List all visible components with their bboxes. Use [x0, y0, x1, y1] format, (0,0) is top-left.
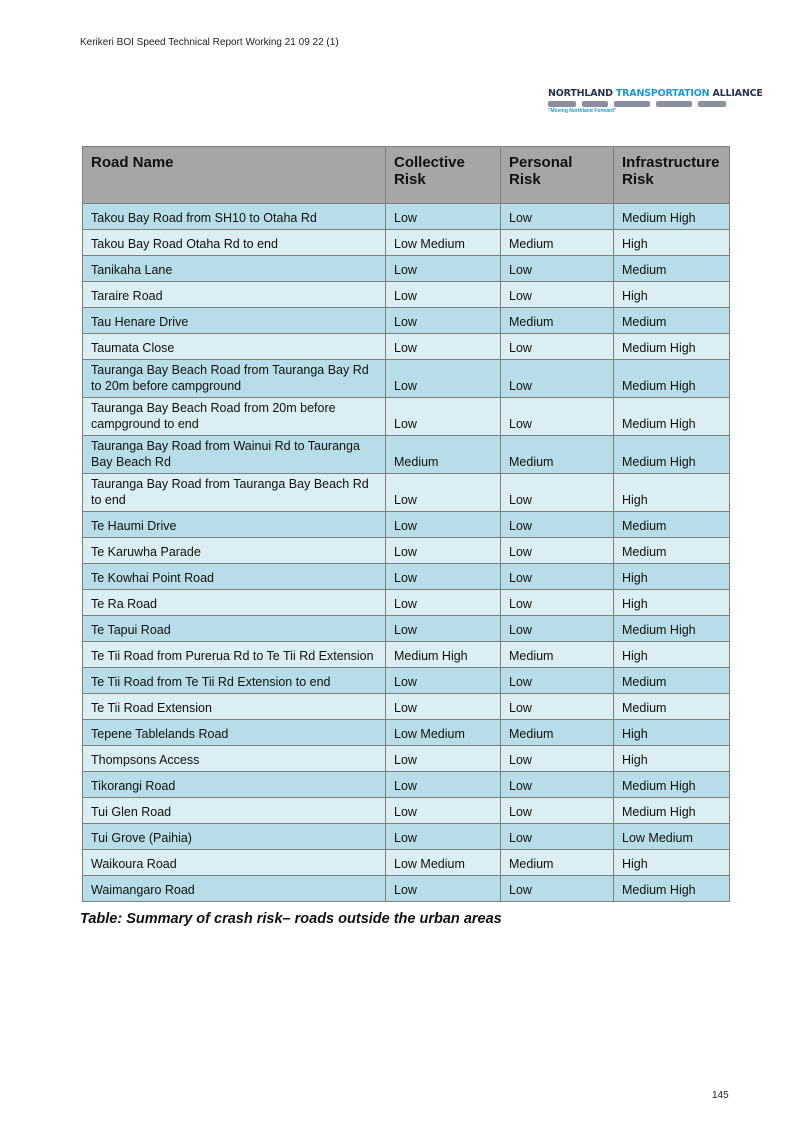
table-cell: Low: [386, 474, 501, 512]
table-cell: Medium: [614, 668, 730, 694]
table-row: [83, 850, 730, 876]
table-cell: Tauranga Bay Beach Road from 20m before campground to end: [83, 398, 386, 436]
column-header: Personal Risk: [501, 147, 614, 204]
table-cell: High: [614, 282, 730, 308]
table-cell: Low: [386, 590, 501, 616]
table-row: [83, 474, 730, 512]
table-cell: Tui Glen Road: [83, 798, 386, 824]
table-row: [83, 256, 730, 282]
table-cell: Te Karuwha Parade: [83, 538, 386, 564]
table-cell: Low Medium: [386, 850, 501, 876]
table-cell: Te Haumi Drive: [83, 512, 386, 538]
table-cell: High: [614, 474, 730, 512]
table-row: [83, 798, 730, 824]
table-cell: Low: [501, 772, 614, 798]
table-row: [83, 282, 730, 308]
table-cell: Tanikaha Lane: [83, 256, 386, 282]
table-cell: Low: [501, 798, 614, 824]
page-number: 145: [712, 1090, 729, 1101]
table-cell: Low: [386, 668, 501, 694]
table-cell: Low: [501, 474, 614, 512]
table-row: [83, 616, 730, 642]
table-cell: Low: [386, 876, 501, 902]
table-cell: Low: [501, 256, 614, 282]
table-cell: Low: [386, 256, 501, 282]
table-cell: Medium: [614, 512, 730, 538]
table-cell: Low: [501, 746, 614, 772]
table-cell: Low: [501, 334, 614, 360]
table-cell: Medium High: [614, 876, 730, 902]
table-cell: Low: [386, 398, 501, 436]
table-cell: Medium High: [614, 398, 730, 436]
table-cell: High: [614, 564, 730, 590]
table-cell: Medium High: [614, 436, 730, 474]
table-cell: Te Tapui Road: [83, 616, 386, 642]
table-cell: High: [614, 720, 730, 746]
table-cell: Medium: [501, 850, 614, 876]
column-header: Infrastructure Risk: [614, 147, 730, 204]
table-cell: Low Medium: [386, 230, 501, 256]
table-cell: Low: [386, 512, 501, 538]
table-row: [83, 694, 730, 720]
table-cell: Te Tii Road from Purerua Rd to Te Tii Rd Extension: [83, 642, 386, 668]
table-cell: Low: [386, 564, 501, 590]
table-cell: Tauranga Bay Road from Wainui Rd to Tauranga Bay Beach Rd: [83, 436, 386, 474]
table-cell: Medium: [614, 256, 730, 282]
table-row: [83, 512, 730, 538]
table-cell: Thompsons Access: [83, 746, 386, 772]
table-cell: Taumata Close: [83, 334, 386, 360]
table-row: [83, 642, 730, 668]
table-cell: Takou Bay Road from SH10 to Otaha Rd: [83, 204, 386, 230]
table-cell: Low: [386, 360, 501, 398]
table-cell: Medium High: [614, 616, 730, 642]
table-cell: Low: [501, 616, 614, 642]
table-row: [83, 230, 730, 256]
table-cell: Medium: [501, 308, 614, 334]
table-cell: Low: [386, 616, 501, 642]
table-cell: Medium: [386, 436, 501, 474]
table-row: [83, 334, 730, 360]
table-row: [83, 772, 730, 798]
table-cell: Medium: [614, 694, 730, 720]
table-row: [83, 538, 730, 564]
table-cell: Low: [501, 204, 614, 230]
table-cell: Medium: [501, 720, 614, 746]
table-cell: Te Tii Road from Te Tii Rd Extension to end: [83, 668, 386, 694]
table-row: [83, 360, 730, 398]
table-row: [83, 564, 730, 590]
northland-transportation-alliance-logo: NORTHLAND TRANSPORTATION ALLIANCE "Moving Northland Forward": [548, 88, 763, 114]
table-cell: Waimangaro Road: [83, 876, 386, 902]
table-cell: Medium: [501, 230, 614, 256]
table-cell: Tikorangi Road: [83, 772, 386, 798]
table-cell: Low: [501, 538, 614, 564]
table-cell: Low: [386, 772, 501, 798]
table-cell: High: [614, 230, 730, 256]
table-row: [83, 746, 730, 772]
table-cell: Taraire Road: [83, 282, 386, 308]
table-row: [83, 204, 730, 230]
table-cell: Low: [501, 282, 614, 308]
table-row: [83, 824, 730, 850]
table-row: [83, 876, 730, 902]
table-cell: Low: [501, 824, 614, 850]
table-cell: Medium High: [614, 360, 730, 398]
table-row: [83, 436, 730, 474]
table-cell: High: [614, 850, 730, 876]
table-cell: Low: [386, 746, 501, 772]
table-row: [83, 308, 730, 334]
table-cell: Low: [501, 590, 614, 616]
table-cell: Te Tii Road Extension: [83, 694, 386, 720]
table-cell: Medium High: [614, 334, 730, 360]
table-cell: Low: [386, 798, 501, 824]
table-cell: Medium High: [614, 204, 730, 230]
table-cell: Medium: [501, 642, 614, 668]
table-cell: Low: [386, 538, 501, 564]
crash-risk-table: [82, 146, 730, 902]
table-cell: Te Kowhai Point Road: [83, 564, 386, 590]
table-row: [83, 668, 730, 694]
table-cell: Low: [501, 876, 614, 902]
table-cell: Low Medium: [614, 824, 730, 850]
table-cell: Tui Grove (Paihia): [83, 824, 386, 850]
table-cell: Tauranga Bay Road from Tauranga Bay Beach Rd to end: [83, 474, 386, 512]
table-cell: Low: [501, 694, 614, 720]
table-cell: Low: [386, 308, 501, 334]
table-cell: Low: [386, 334, 501, 360]
table-cell: Low: [501, 360, 614, 398]
column-header: Collective Risk: [386, 147, 501, 204]
table-cell: Medium High: [386, 642, 501, 668]
table-cell: Tepene Tablelands Road: [83, 720, 386, 746]
table-cell: Low: [501, 398, 614, 436]
table-cell: Low: [386, 204, 501, 230]
running-header: Kerikeri BOI Speed Technical Report Working 21 09 22 (1): [80, 37, 339, 48]
table-cell: Te Ra Road: [83, 590, 386, 616]
table-cell: Tauranga Bay Beach Road from Tauranga Bay Rd to 20m before campground: [83, 360, 386, 398]
table-cell: Low: [501, 512, 614, 538]
table-row: [83, 720, 730, 746]
table-cell: Low: [386, 282, 501, 308]
table-cell: High: [614, 746, 730, 772]
table-cell: Low: [501, 564, 614, 590]
table-cell: High: [614, 590, 730, 616]
table-cell: Low: [501, 668, 614, 694]
table-row: [83, 590, 730, 616]
table-cell: Medium: [501, 436, 614, 474]
table-cell: Waikoura Road: [83, 850, 386, 876]
table-caption: Table: Summary of crash risk– roads outside the urban areas: [80, 911, 502, 927]
table-cell: Low Medium: [386, 720, 501, 746]
table-cell: High: [614, 642, 730, 668]
table-cell: Tau Henare Drive: [83, 308, 386, 334]
table-row: [83, 398, 730, 436]
table-cell: Low: [386, 694, 501, 720]
table-cell: Medium High: [614, 772, 730, 798]
table-cell: Medium High: [614, 798, 730, 824]
column-header: Road Name: [83, 147, 386, 204]
table-cell: Medium: [614, 308, 730, 334]
table-cell: Low: [386, 824, 501, 850]
table-cell: Takou Bay Road Otaha Rd to end: [83, 230, 386, 256]
table-cell: Medium: [614, 538, 730, 564]
